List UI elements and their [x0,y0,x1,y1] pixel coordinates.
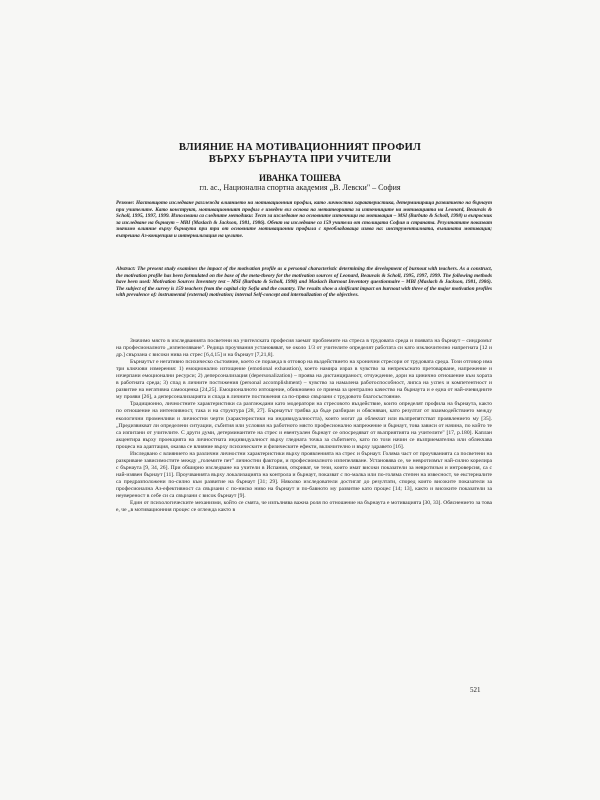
paragraph: Бърнаутът е негативно психическо състояние, което се поражда в отговор на въздействието на хронични стресори от трудовата среда. Този отговор има три ключови измерения: 1) емоционално изтощение (emotional exhaustion), което намира израз в чувство за непрекъснато претоварване, напрежение и изчерпани емоционални ресурси; 2) деперсонализация (depersonalization) – проява на дистанцираност, отчуждение, дори на цинично отношение към хората в работната среда; 3) спад в личните постижения (personal accomplishment) – чувство за намалена работоспособност, липса на успех и компетентност и развитие на негативна самооценка [24,25]. Емоционалното изтощение, обикновено се приема за централно качество на бърнаута и е една от най-очевидните му прояви [26], а деперсонализацията и спада в личните постижения са по-пряко свързани с трудовото благосъстояние. [116,359,492,401]
title-line-1: ВЛИЯНИЕ НА МОТИВАЦИОННИЯТ ПРОФИЛ [178,142,422,153]
author-name: ИВАНКА ТОШЕВА [259,173,341,183]
paragraph: Традиционно, личностните характеристики са разглеждани като модератори на стресовото въздействие, които определят профила на бърнаута, както по отношение на интензивност, така и на структура [28, 27]. Бърнаутът трябва да бъде разбиран и обясняван, като резултат от взаимодействието между екологични променливи и личностни черти (характеристики на индивидуалността), които могат да облекчат или възпрепятстват проявлението му [35]. „Предизвикват ли определени ситуации, събития или условия на работното място професионално напрежение и бърнаут, това зависи от начина, по който те са изпитани от учителите. С други думи, детерминантите на стрес и евентуален бърнаут се опосредяват от възприятията на учителите" [17, p.180]. Каплан акцентира върху проекцията на личностната индивидуалност върху гледната точка за събитието, като по този начин се възприемателна или облекчава процеса на адаптация, оказва се влияние върху психическите и физическите ефекти, включително и върху здравето [16]. [116,401,492,450]
paragraph: Значимо място в изследванията посветени на учителската професия заемат проблемите на стреса в трудовата среда и появата на бърнаут – синдромът на професионалното „изпепеляване". Редица проучвания установяват, че около 1/3 от учителите определят работата си като изключително напрегната [12 и др.] свързана с високи нива на стрес [6,4,15] и на бърнаут [7,21,8]. [116,338,492,359]
abstract-bulgarian: Резюме: Настоящото изследване разглежда влиянието на мотивационния профил, като личностна характеристика, детерминираща развитието на бърнаут при учителите. Като конструкт, мотивационният профил е изведен въз основа на метатеорията за източниците на мотивацията на Leonard, Beauvais & Scholl, 1995, 1997, 1999. Използвани са следните методики: Тест за изследване на основните източници на мотивация – MSI (Barbuto & Scholl, 1998) и въпросник за изследване на бърнаут – MBI (Maslach & Jackson, 1981, 1986). Обект на изследване са 159 учители от столицата София и страната. Резултатите показват значимо влияние върху бърнаута при три от основните мотивационни профила с преобладаваща изява на: инструменталната, външната мотивация; вътрешна Аз-концепция и интернализация на целите. [116,200,492,239]
paper-title [60,142,540,166]
page-number: 521 [470,686,481,694]
abstract-english: Abstract: The present study examines the impact of the motivation profile as a personal characteristic determining the development of burnout with teachers. As a construct, the motivation profile has been formulated on the base of the meta-theory for the motivation sources of Leonard, Beauvais & Scholl, 1995, 1997, 1999. The following methods have been used: Motivation Sources Inventory test – MSI (Barbuto & Scholl, 1998) and Maslach Burnout Inventory questionnaire – MBI (Maslach & Jackson, 1981, 1986). The subject of the survey is 159 teachers from the capital city Sofia and the country. The results show a sinificant impact on burnout with three of the major motivation profiles with prevalence of: instrumental (external) motivation; internal Self-concept and internalization of the objectives. [116,266,492,299]
body-text [116,338,492,514]
author-affiliation: гл. ас., Национална спортна академия „В. Левски" – София [199,183,401,192]
title-line-2: ВЪРХУ БЪРНАУТА ПРИ УЧИТЕЛИ [208,154,392,165]
paragraph: Изследвано с влиянието на различни личностни характеристики върху проявленията на стрес и бърнаут. Голяма част от проучванията са посветени на разкриване зависимостите между „големите пет" личностни фактори, и професионалното изпепеляване. Установява се, че невротизмът най-силно корелира с бърнаута [9, 34, 26]. При обширно изследване на учители в Испания, откриват, че тези, които имат високи показатели за невротизъм и интроверсия, са с най-изявен бърнаут [11]. Проучванията върху локализацията на контрола и бърнаут, показват с по-малка или по-голяма степен на извесност, че екстерналите са предразположени по-силно към развитие на бърнаут [31; 29]. Няколко изследователи достигат до резултати, според които високите показатели за професионална Аз-ефективност са свързани с по-ниско ниво на бърнаут и по-бавното му развитие като процес [14; 13], както и високите показатели за неувереност в себе си са свързани с висок бърнаут [9]. [116,450,492,500]
paragraph: Един от психологическите механизми, който се смята, че изпълнява важна роля по отношение на бърнаута е мотивацията [30, 33]. Обяснението за това е, че „в мотивационния процес се оглежда както в [116,500,492,514]
